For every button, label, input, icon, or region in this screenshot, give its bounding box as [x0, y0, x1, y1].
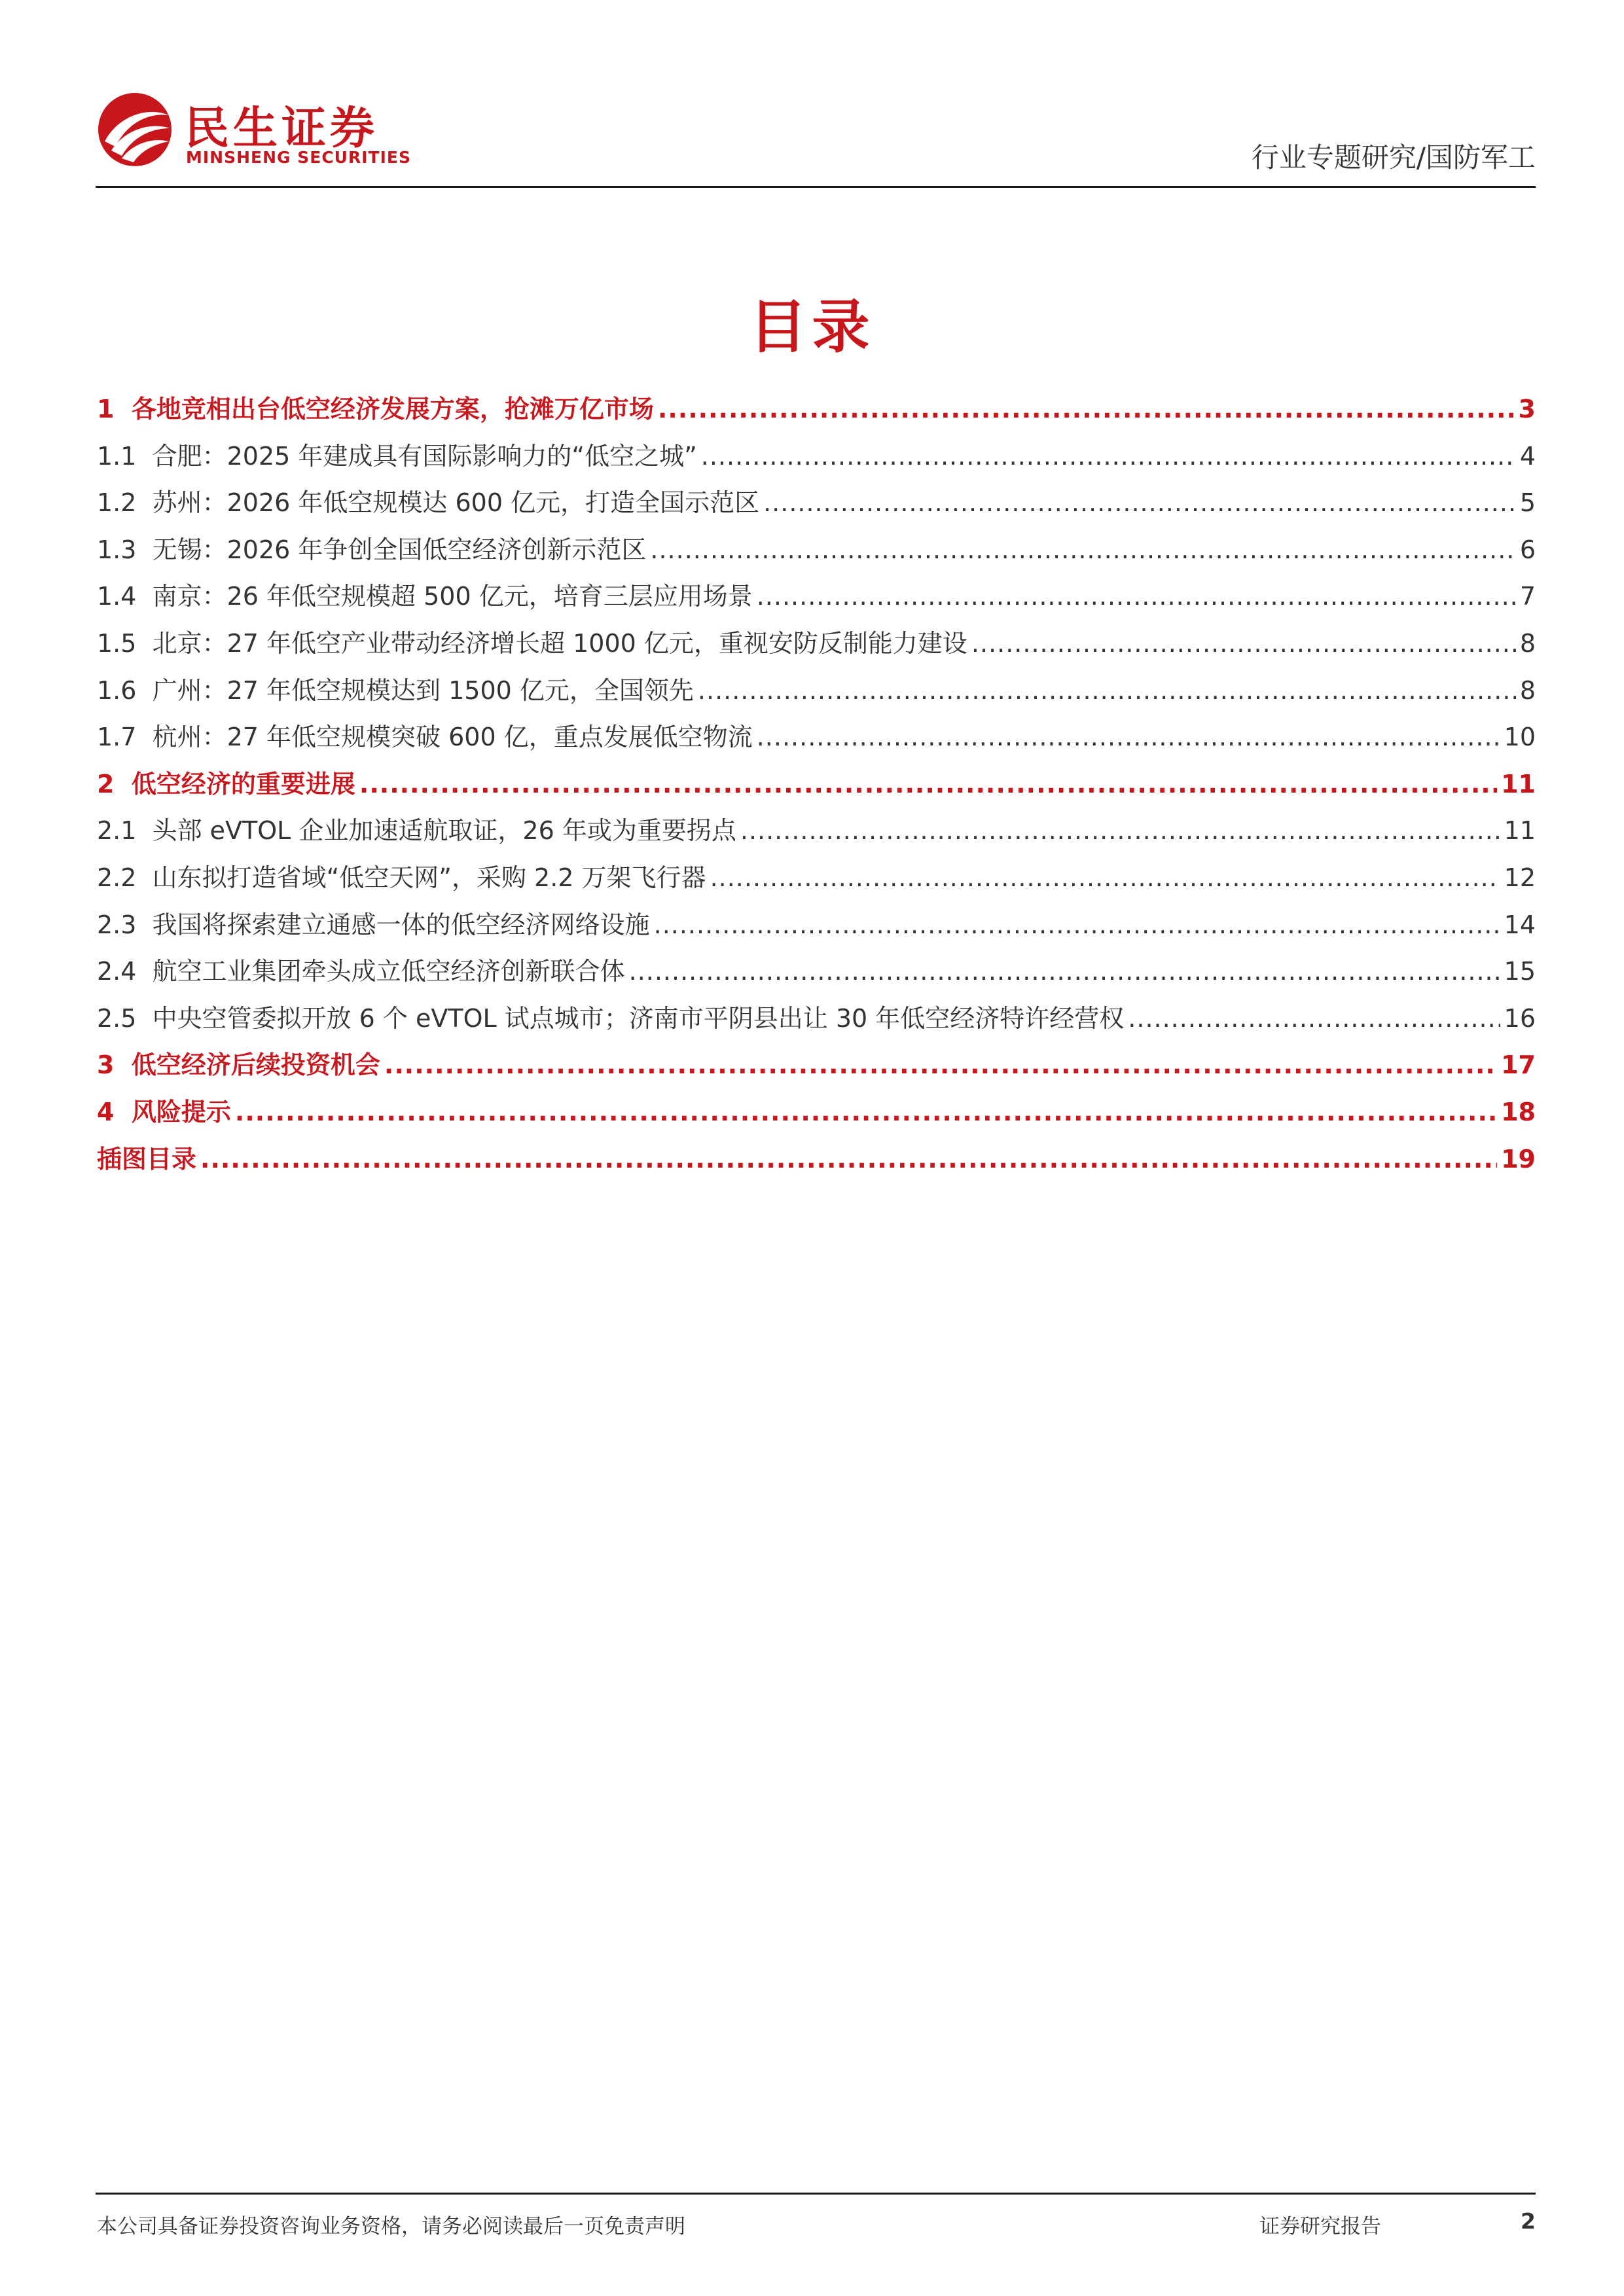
toc-dot-leader — [757, 714, 1500, 761]
toc-entry-number: 2.2 — [97, 863, 153, 892]
toc-entry-page: 7 — [1519, 582, 1536, 611]
toc-dot-leader — [698, 668, 1516, 715]
toc-entry[interactable] — [97, 433, 1536, 480]
toc-entry-page: 14 — [1504, 910, 1536, 939]
toc-entry-number: 2 — [97, 769, 132, 798]
toc-entry-title: 插图目录 — [97, 1144, 197, 1174]
toc-entry-page: 18 — [1501, 1097, 1536, 1126]
toc-entry-page: 8 — [1519, 628, 1536, 658]
toc-entry-page: 16 — [1504, 1003, 1536, 1033]
toc-entry-number: 1 — [97, 395, 132, 423]
toc-entry-number: 1.4 — [97, 582, 153, 611]
toc-entry[interactable] — [97, 573, 1536, 620]
toc-entry-title: 无锡：2026 年争创全国低空经济创新示范区 — [152, 535, 647, 564]
toc-entry[interactable] — [97, 808, 1536, 855]
toc-entry-page: 6 — [1519, 535, 1536, 564]
table-of-contents — [97, 386, 1536, 1183]
toc-entry[interactable] — [97, 386, 1536, 433]
toc-entry[interactable] — [97, 668, 1536, 715]
toc-entry-number: 2.4 — [97, 957, 153, 986]
toc-entry-number: 2.1 — [97, 816, 153, 846]
minsheng-logo-icon — [96, 90, 174, 169]
toc-entry-page: 11 — [1504, 816, 1536, 846]
toc-entry[interactable] — [97, 1089, 1536, 1136]
toc-entry-page: 15 — [1504, 957, 1536, 986]
toc-entry-page: 11 — [1501, 769, 1536, 798]
toc-entry-page: 4 — [1519, 441, 1536, 471]
toc-entry-number: 1.6 — [97, 675, 153, 705]
toc-entry-title: 各地竞相出台低空经济发展方案，抢滩万亿市场 — [131, 395, 654, 423]
toc-entry-title: 航空工业集团牵头成立低空经济创新联合体 — [152, 957, 625, 986]
toc-entry-title: 合肥：2025 年建成具有国际影响力的“低空之城” — [152, 441, 697, 471]
toc-entry-number: 1.3 — [97, 535, 153, 564]
toc-entry[interactable] — [97, 620, 1536, 668]
toc-entry-number: 1.2 — [97, 488, 153, 518]
toc-entry[interactable] — [97, 948, 1536, 996]
toc-entry-number: 3 — [97, 1050, 132, 1080]
toc-dot-leader — [629, 948, 1500, 996]
toc-entry-title: 北京：27 年低空产业带动经济增长超 1000 亿元，重视安防反制能力建设 — [152, 628, 967, 658]
toc-entry[interactable] — [97, 902, 1536, 949]
page-header — [96, 84, 1536, 188]
toc-entry-page: 5 — [1519, 488, 1536, 518]
toc-title: 目录 — [749, 293, 875, 361]
toc-entry-number: 2.3 — [97, 910, 153, 939]
brand-name-en: MINSHENG SECURITIES — [186, 148, 411, 167]
toc-entry-title: 南京：26 年低空规模超 500 亿元，培育三层应用场景 — [152, 582, 753, 611]
toc-entry[interactable] — [97, 996, 1536, 1043]
toc-dot-leader — [757, 573, 1516, 620]
footer-report-type: 证券研究报告 — [1259, 2215, 1381, 2238]
toc-dot-leader — [971, 620, 1516, 668]
toc-dot-leader — [710, 855, 1500, 902]
toc-entry-title: 风险提示 — [131, 1097, 231, 1126]
toc-entry[interactable] — [97, 527, 1536, 574]
document-category: 行业专题研究/国防军工 — [1251, 141, 1536, 173]
toc-entry-number: 4 — [97, 1097, 132, 1126]
toc-entry-title: 杭州：27 年低空规模突破 600 亿，重点发展低空物流 — [152, 723, 753, 752]
toc-entry-page: 3 — [1518, 395, 1536, 423]
toc-entry[interactable] — [97, 1136, 1536, 1183]
toc-dot-leader — [200, 1136, 1497, 1183]
toc-entry-title: 我国将探索建立通感一体的低空经济网络设施 — [152, 910, 650, 939]
toc-entry[interactable] — [97, 855, 1536, 902]
toc-dot-leader — [359, 761, 1497, 808]
toc-dot-leader — [1128, 996, 1500, 1043]
toc-entry-title: 山东拟打造省域“低空天网”，采购 2.2 万架飞行器 — [152, 863, 706, 892]
toc-entry-page: 10 — [1504, 723, 1536, 752]
toc-dot-leader — [650, 527, 1515, 574]
toc-dot-leader — [763, 480, 1516, 527]
toc-entry-title: 头部 eVTOL 企业加速适航取证，26 年或为重要拐点 — [152, 816, 736, 846]
toc-entry-page: 17 — [1501, 1050, 1536, 1080]
toc-dot-leader — [235, 1089, 1497, 1136]
toc-entry-number: 2.5 — [97, 1003, 153, 1033]
footer-page-number: 2 — [1521, 2208, 1536, 2234]
toc-dot-leader — [740, 808, 1500, 855]
toc-dot-leader — [654, 902, 1500, 949]
toc-entry[interactable] — [97, 714, 1536, 761]
toc-entry-number: 1.1 — [97, 441, 153, 471]
toc-entry-number: 1.5 — [97, 628, 153, 658]
toc-entry[interactable] — [97, 1042, 1536, 1089]
toc-entry-title: 中央空管委拟开放 6 个 eVTOL 试点城市；济南市平阴县出让 30 年低空经济特许经营权 — [152, 1003, 1125, 1033]
toc-entry-title: 广州：27 年低空规模达到 1500 亿元，全国领先 — [152, 675, 694, 705]
footer-divider — [96, 2193, 1536, 2195]
toc-entry-page: 12 — [1504, 863, 1536, 892]
toc-entry-title: 低空经济的重要进展 — [131, 769, 355, 798]
toc-entry-title: 苏州：2026 年低空规模达 600 亿元，打造全国示范区 — [152, 488, 760, 518]
toc-entry-number: 1.7 — [97, 723, 153, 752]
header-divider — [96, 186, 1536, 188]
toc-entry-page: 8 — [1519, 675, 1536, 705]
toc-entry-page: 19 — [1501, 1144, 1536, 1174]
toc-entry[interactable] — [97, 480, 1536, 527]
toc-entry[interactable] — [97, 761, 1536, 808]
toc-dot-leader — [701, 433, 1516, 480]
toc-dot-leader — [384, 1042, 1497, 1089]
brand-name-cn: 民生证券 — [185, 103, 379, 154]
toc-entry-title: 低空经济后续投资机会 — [131, 1050, 380, 1080]
toc-dot-leader — [658, 386, 1515, 433]
footer-disclaimer: 本公司具备证券投资咨询业务资格，请务必阅读最后一页免责声明 — [97, 2215, 685, 2238]
